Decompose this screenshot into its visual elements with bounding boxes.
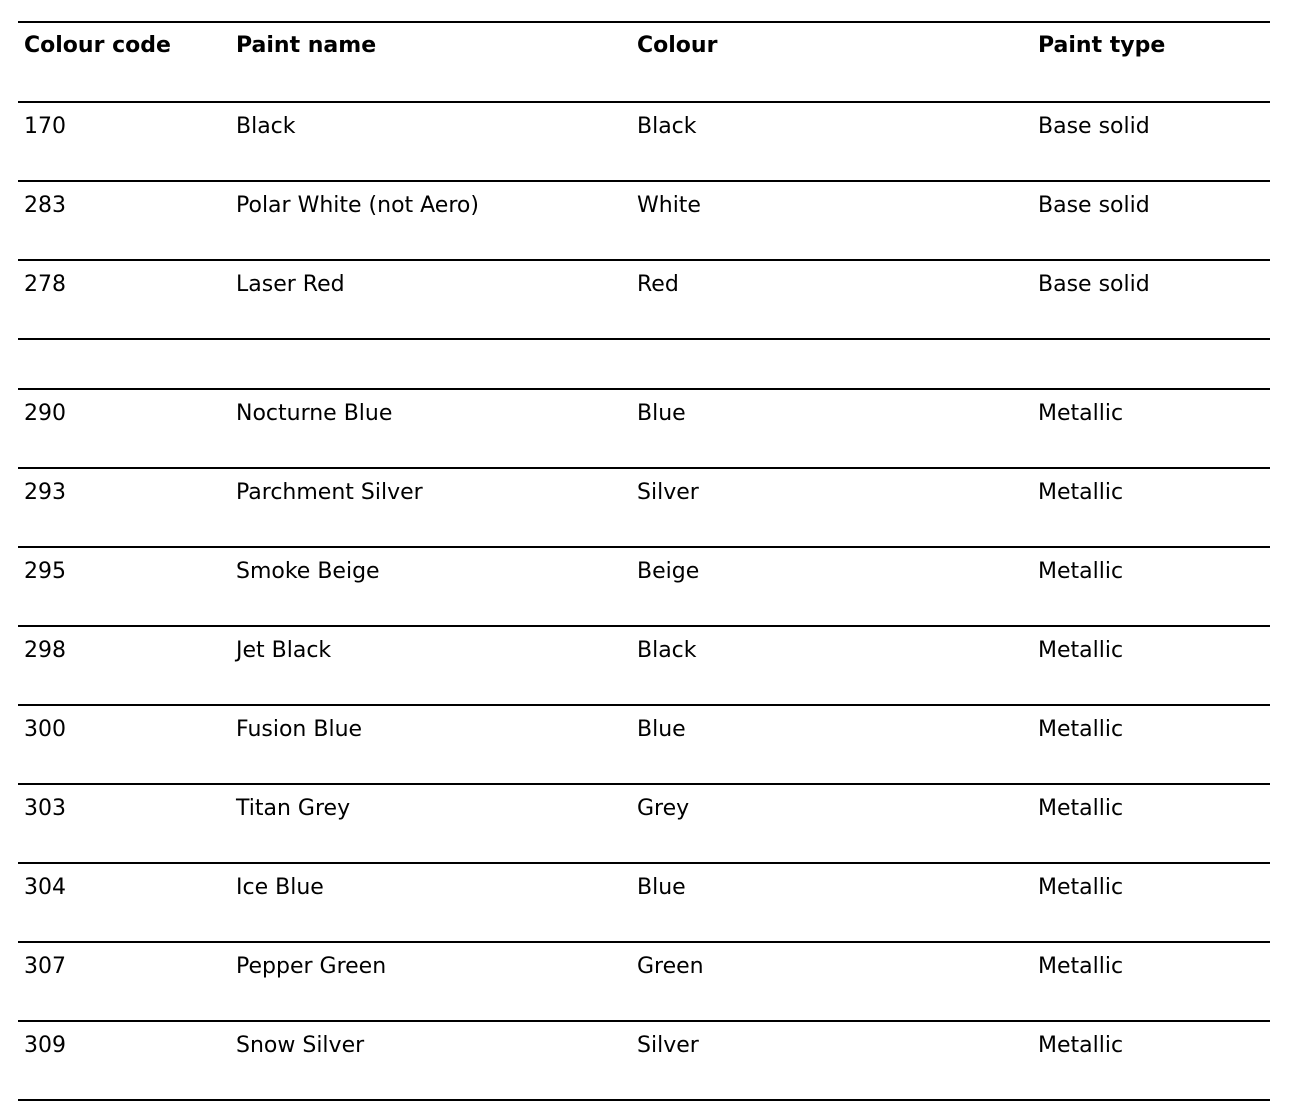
cell-colour: Beige <box>631 547 1032 626</box>
cell-colour-code: 290 <box>18 389 230 468</box>
cell-paint-type: Metallic <box>1032 863 1270 942</box>
cell-paint-name: Snow Silver <box>230 1021 631 1100</box>
cell-colour-code: 304 <box>18 863 230 942</box>
cell-paint-type: Base solid <box>1032 102 1270 181</box>
cell-colour: White <box>631 181 1032 260</box>
empty-cell <box>1032 339 1270 389</box>
cell-colour-code: 303 <box>18 784 230 863</box>
cell-paint-name: Fusion Blue <box>230 705 631 784</box>
cell-colour-code: 283 <box>18 181 230 260</box>
cell-paint-name: Titan Grey <box>230 784 631 863</box>
cell-paint-name: Jet Black <box>230 626 631 705</box>
table-row <box>18 260 1270 339</box>
cell-colour-code: 170 <box>18 102 230 181</box>
cell-paint-name: Polar White (not Aero) <box>230 181 631 260</box>
cell-paint-name: Parchment Silver <box>230 468 631 547</box>
cell-colour: Blue <box>631 389 1032 468</box>
header-paint-type: Paint type <box>1032 22 1270 102</box>
header-paint-name: Paint name <box>230 22 631 102</box>
cell-colour-code: 278 <box>18 260 230 339</box>
table-row <box>18 181 1270 260</box>
table-row <box>18 863 1270 942</box>
empty-cell <box>631 339 1032 389</box>
cell-colour: Blue <box>631 705 1032 784</box>
empty-cell <box>18 339 230 389</box>
table-row <box>18 102 1270 181</box>
cell-colour: Green <box>631 942 1032 1021</box>
cell-colour: Silver <box>631 468 1032 547</box>
cell-colour: Silver <box>631 1021 1032 1100</box>
cell-colour: Grey <box>631 784 1032 863</box>
cell-colour: Black <box>631 102 1032 181</box>
cell-paint-type: Metallic <box>1032 547 1270 626</box>
header-colour-code: Colour code <box>18 22 230 102</box>
table-row <box>18 942 1270 1021</box>
cell-paint-name: Ice Blue <box>230 863 631 942</box>
paint-colour-table <box>18 21 1270 1101</box>
header-colour: Colour <box>631 22 1032 102</box>
cell-colour-code: 298 <box>18 626 230 705</box>
cell-paint-name: Smoke Beige <box>230 547 631 626</box>
table-row <box>18 468 1270 547</box>
table-row <box>18 1021 1270 1100</box>
cell-paint-name: Laser Red <box>230 260 631 339</box>
table-row <box>18 389 1270 468</box>
cell-paint-type: Metallic <box>1032 626 1270 705</box>
cell-colour-code: 293 <box>18 468 230 547</box>
cell-paint-type: Metallic <box>1032 942 1270 1021</box>
cell-colour-code: 295 <box>18 547 230 626</box>
cell-paint-type: Metallic <box>1032 389 1270 468</box>
table-row <box>18 547 1270 626</box>
cell-paint-name: Nocturne Blue <box>230 389 631 468</box>
cell-paint-type: Base solid <box>1032 181 1270 260</box>
cell-colour-code: 307 <box>18 942 230 1021</box>
table-header-row <box>18 22 1270 102</box>
cell-paint-type: Base solid <box>1032 260 1270 339</box>
cell-colour: Black <box>631 626 1032 705</box>
cell-colour-code: 300 <box>18 705 230 784</box>
empty-cell <box>230 339 631 389</box>
cell-paint-type: Metallic <box>1032 784 1270 863</box>
table-row <box>18 626 1270 705</box>
cell-paint-type: Metallic <box>1032 705 1270 784</box>
empty-table-row <box>18 339 1270 389</box>
cell-colour: Blue <box>631 863 1032 942</box>
cell-paint-name: Black <box>230 102 631 181</box>
table-row <box>18 784 1270 863</box>
cell-paint-type: Metallic <box>1032 468 1270 547</box>
cell-paint-name: Pepper Green <box>230 942 631 1021</box>
cell-colour-code: 309 <box>18 1021 230 1100</box>
cell-paint-type: Metallic <box>1032 1021 1270 1100</box>
table-row <box>18 705 1270 784</box>
cell-colour: Red <box>631 260 1032 339</box>
